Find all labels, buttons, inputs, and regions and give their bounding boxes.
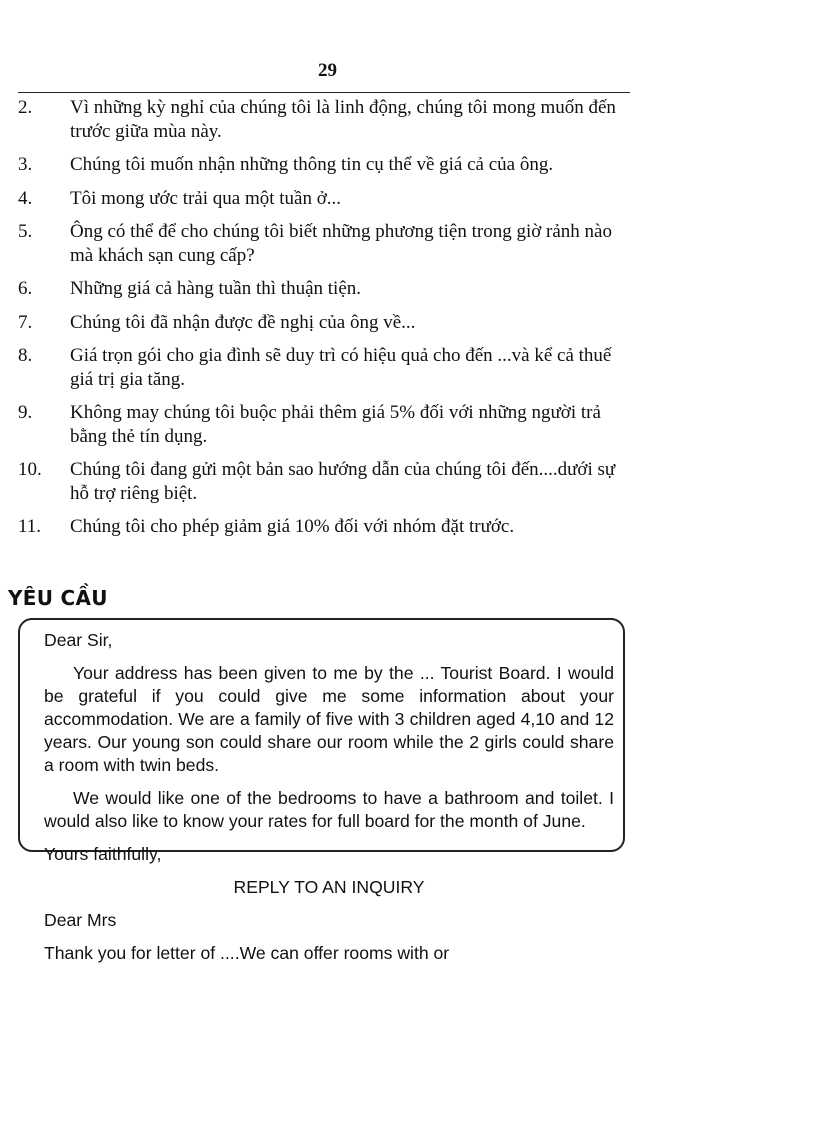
list-item [18, 344, 634, 391]
list-item-number: 3. [18, 154, 33, 175]
numbered-list [18, 96, 634, 549]
list-item-text: Những giá cả hàng tuần thì thuận tiện. [70, 278, 362, 299]
list-item [18, 515, 634, 539]
list-item-number: 9. [18, 402, 33, 423]
reply-heading: REPLY TO AN INQUIRY [233, 877, 425, 897]
list-item [18, 401, 634, 448]
list-item-number: 11. [18, 516, 42, 537]
section-heading: YÊU CẦU [8, 586, 108, 610]
letter-paragraph: We would like one of the bedrooms to have a bathroom and toilet. I would also like to know your rates for full board for the month of June. [44, 788, 614, 831]
list-item-text: Chúng tôi đang gửi một bản sao hướng dẫn của chúng tôi đến....dưới sự hỗ trợ riêng biệt. [70, 459, 616, 504]
list-item-number: 10. [18, 459, 42, 480]
reply-salutation: Dear Mrs [44, 910, 117, 930]
letter-salutation: Dear Sir, [44, 630, 113, 650]
list-item [18, 458, 634, 505]
list-item-text: Ông có thể để cho chúng tôi biết những phương tiện trong giờ rảnh nào mà khách sạn cung cấp? [70, 221, 612, 266]
header-rule [18, 92, 630, 93]
list-item-number: 4. [18, 187, 33, 209]
list-item [18, 187, 634, 211]
list-item-number: 5. [18, 221, 33, 242]
list-item-text: Không may chúng tôi buộc phải thêm giá 5% đối với những người trả bằng thẻ tín dụng. [70, 402, 601, 447]
list-item-text: Vì những kỳ nghỉ của chúng tôi là linh động, chúng tôi mong muốn đến trước giữa mùa này. [70, 97, 616, 142]
list-item-number: 2. [18, 97, 33, 118]
list-item [18, 96, 634, 143]
list-item-text: Chúng tôi muốn nhận những thông tin cụ thể về giá cả của ông. [70, 154, 554, 175]
letter-content [44, 629, 614, 975]
list-item [18, 277, 634, 301]
list-item-number: 7. [18, 311, 33, 333]
list-item-text: Giá trọn gói cho gia đình sẽ duy trì có hiệu quả cho đến ...và kể cả thuế giá trị gia tăng. [70, 345, 612, 390]
list-item-text: Chúng tôi đã nhận được đề nghị của ông về... [70, 311, 416, 333]
letter-closing: Yours faithfully, [44, 844, 162, 864]
list-item-number: 6. [18, 278, 33, 299]
letter-paragraph: Your address has been given to me by the ... Tourist Board. I would be grateful if you could give me some information about your accommodation. We are a family of five with 3 children aged 4,10 and 12 years. Our young son could share our room while the 2 girls could share a room with twin beds. [44, 663, 614, 775]
list-item [18, 220, 634, 267]
list-item-text: Tôi mong ước trải qua một tuần ở... [70, 187, 342, 209]
list-item [18, 153, 634, 177]
list-item [18, 311, 634, 335]
page-number: 29 [318, 60, 337, 81]
list-item-text: Chúng tôi cho phép giảm giá 10% đối với nhóm đặt trước. [70, 516, 515, 537]
reply-text: Thank you for letter of ....We can offer rooms with or [44, 943, 450, 963]
list-item-number: 8. [18, 345, 33, 366]
